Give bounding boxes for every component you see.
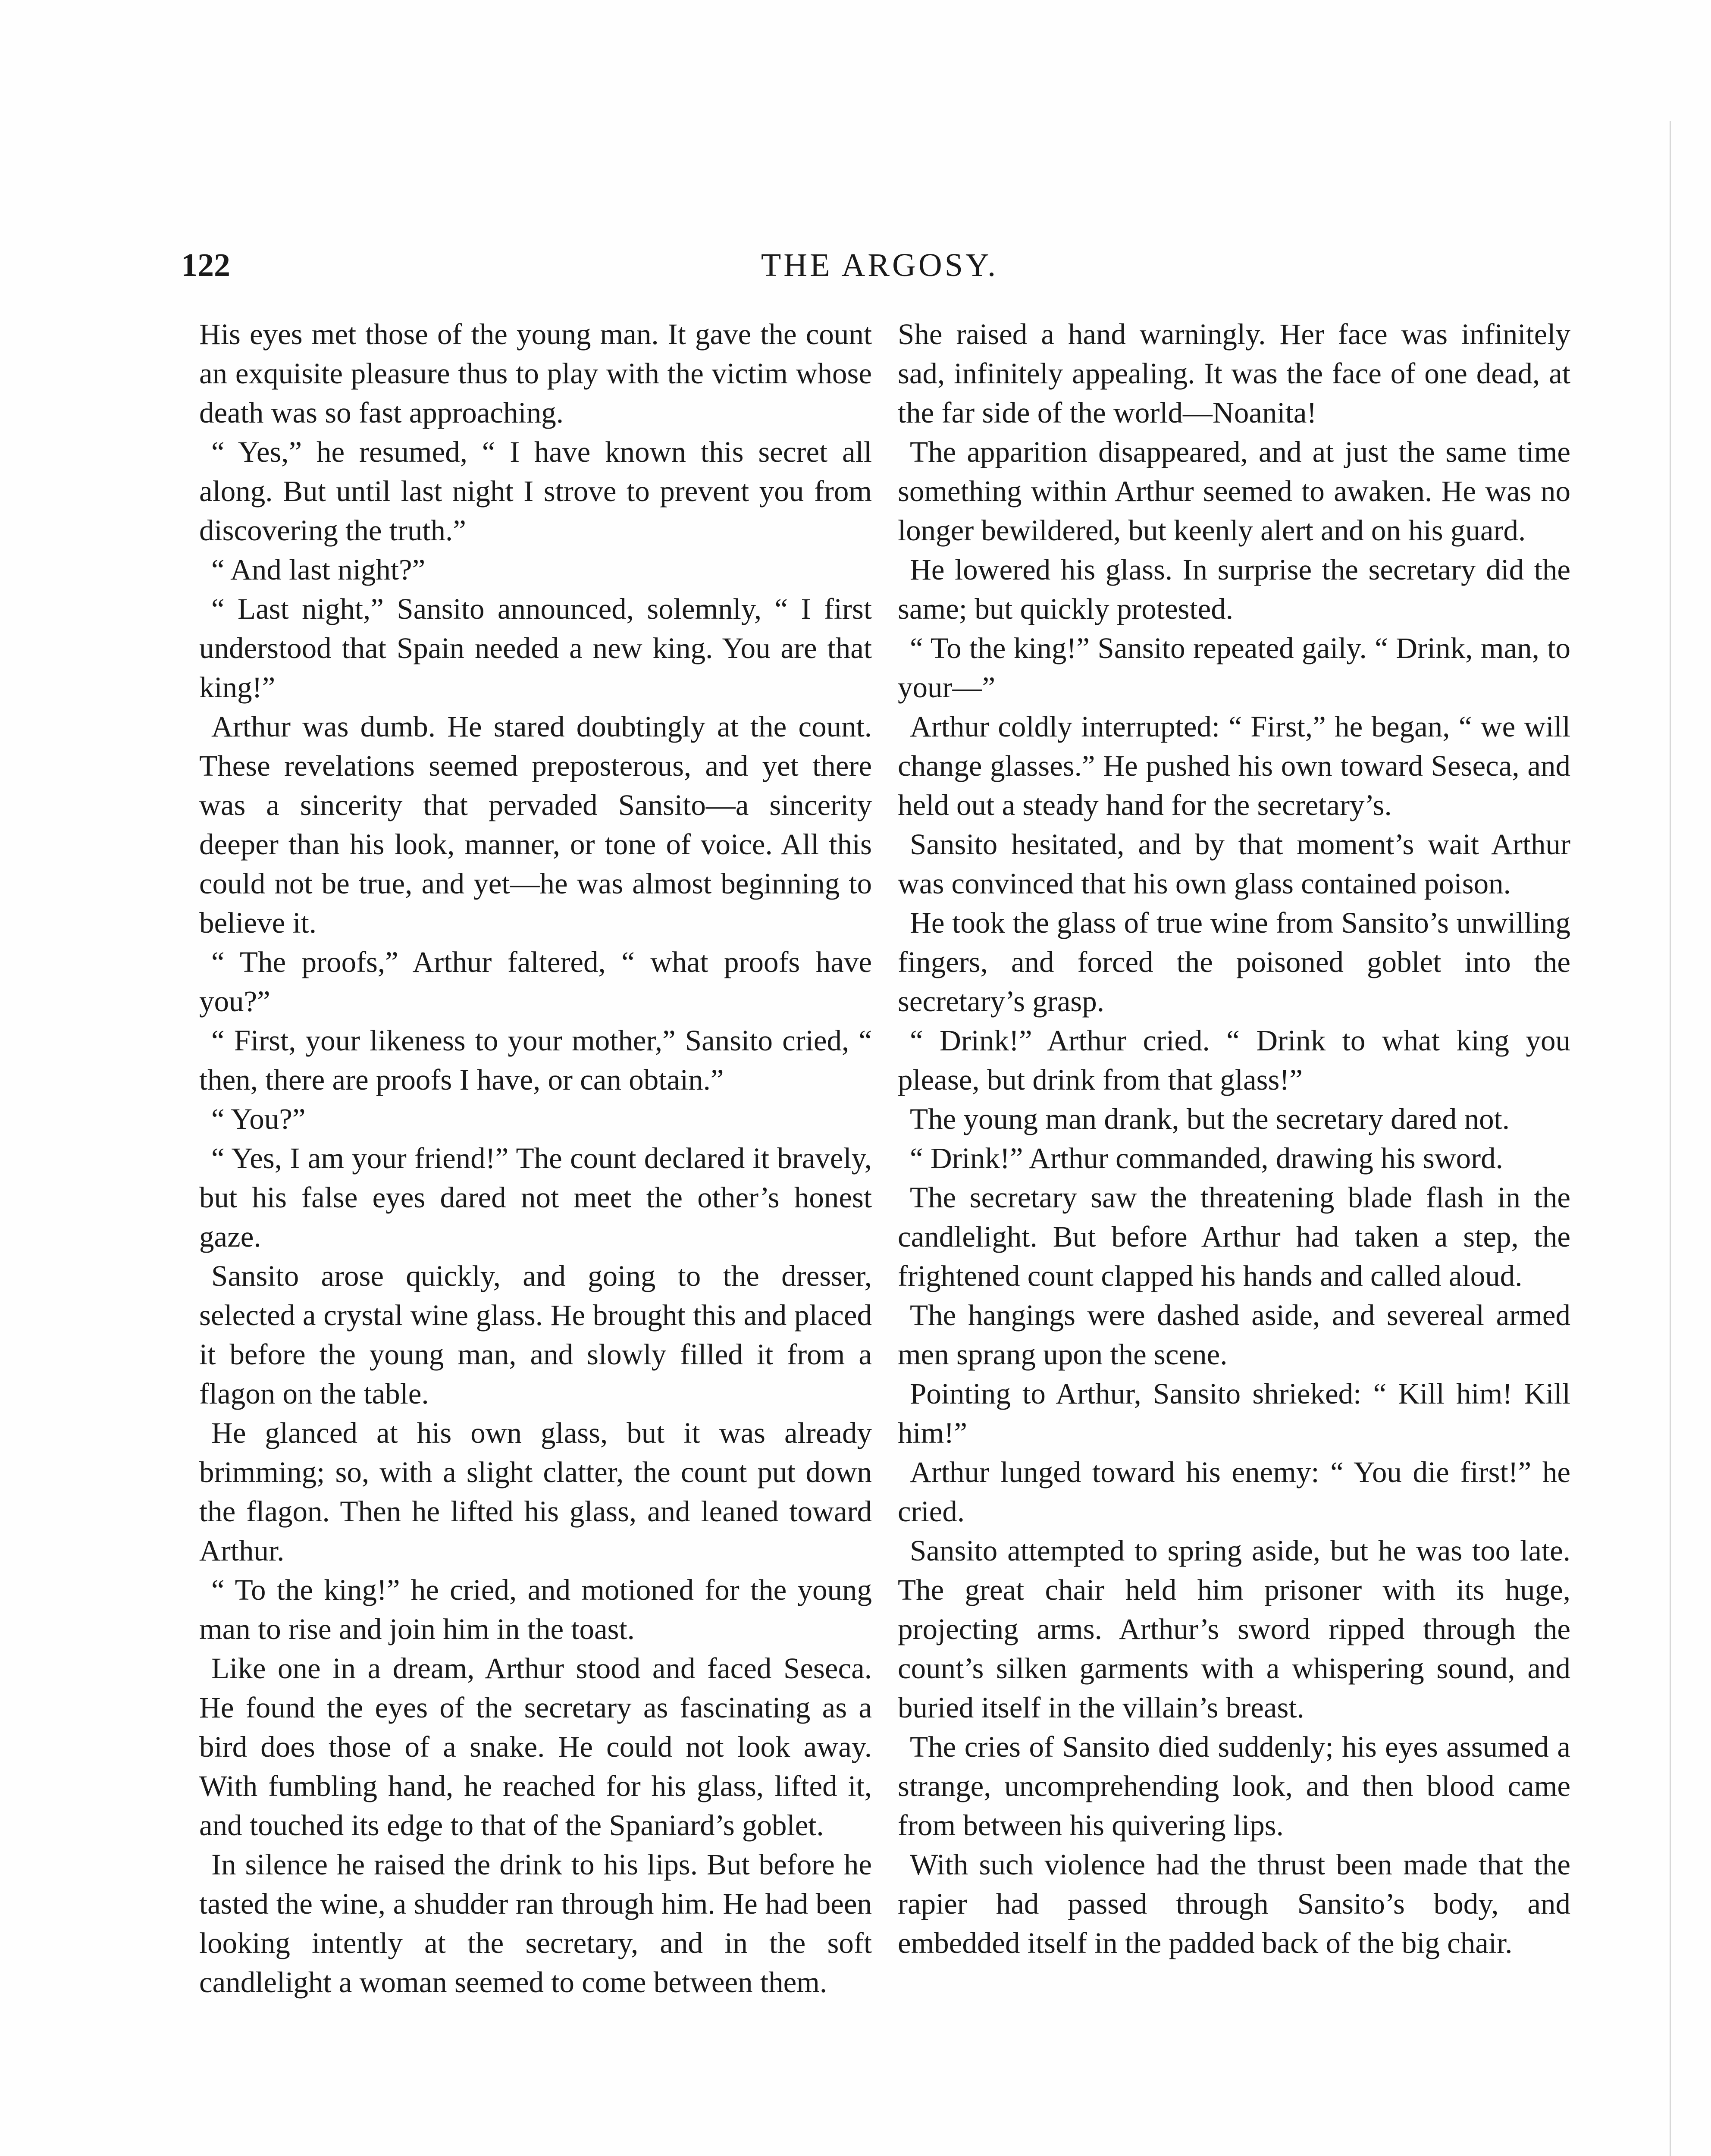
paragraph: His eyes met those of the young man. It gave the count an exquisite pleasure thus to play with the victim whose death was so fast approaching.: [199, 318, 872, 429]
paragraph: Sansito hesitated, and by that moment’s wait Arthur was convinced that his own glass contained poison.: [898, 828, 1570, 900]
paragraph: “ To the king!” Sansito repeated gaily. “ Drink, man, to your—”: [898, 632, 1570, 704]
paragraph: “ Yes,” he resumed, “ I have known this secret all along. But until last night I strove to prevent you from discovering the truth.”: [199, 436, 872, 547]
paragraph: The hangings were dashed aside, and severeal armed men sprang upon the scene.: [898, 1299, 1570, 1371]
paragraph: “ And last night?”: [211, 553, 426, 586]
page-header: [181, 241, 1578, 289]
paragraph: “ Last night,” Sansito announced, solemnly, “ I first understood that Spain needed a new king. You are that king!”: [199, 592, 872, 704]
paragraph: Arthur was dumb. He stared doubtingly at the count. These revelations seemed preposterous, and yet there was a sincerity that pervaded Sansito—a sincerity deeper than his look, manner, or tone of voice. All this could not be true, and yet—he was almost beginning to believe it.: [199, 710, 872, 939]
paragraph: Arthur coldly interrupted: “ First,” he began, “ we will change glasses.” He pushed his own toward Seseca, and held out a steady hand for the secretary’s.: [898, 710, 1570, 821]
right-column: [898, 315, 1570, 1963]
paragraph: He lowered his glass. In surprise the secretary did the same; but quickly protested.: [898, 553, 1570, 625]
paragraph: He took the glass of true wine from Sansito’s unwilling fingers, and forced the poisoned goblet into the secretary’s grasp.: [898, 906, 1570, 1018]
paragraph: Like one in a dream, Arthur stood and faced Seseca. He found the eyes of the secretary as fascinating as a bird does those of a snake. He could not look away. With fumbling hand, he reached for his glass, lifted it, and touched its edge to that of the Spaniard’s goblet.: [199, 1652, 872, 1842]
paragraph: “ First, your likeness to your mother,” Sansito cried, “ then, there are proofs I have, or can obtain.”: [199, 1024, 872, 1096]
paragraph: “ You?”: [211, 1103, 306, 1135]
paragraph: She raised a hand warningly. Her face was infinitely sad, infinitely appealing. It was the face of one dead, at the far side of the world—Noanita!: [898, 318, 1570, 429]
paragraph: “ Drink!” Arthur cried. “ Drink to what king you please, but drink from that glass!”: [898, 1024, 1570, 1096]
paragraph: With such violence had the thrust been made that the rapier had passed through Sansito’s body, and embedded itself in the padded back of the big chair.: [898, 1848, 1570, 1959]
paragraph: In silence he raised the drink to his lips. But before he tasted the wine, a shudder ran through him. He had been looking intently at the secretary, and in the soft candlelight a woman seemed to come between them.: [199, 1848, 872, 1999]
paragraph: The young man drank, but the secretary dared not.: [910, 1103, 1510, 1135]
paragraph: Sansito attempted to spring aside, but he was too late. The great chair held him prisoner with its huge, projecting arms. Arthur’s sword ripped through the count’s silken garments with a whispering sound, and buried itself in the villain’s breast.: [898, 1534, 1570, 1724]
paragraph: “ Drink!” Arthur commanded, drawing his sword.: [910, 1142, 1503, 1175]
paragraph: Arthur lunged toward his enemy: “ You die first!” he cried.: [898, 1456, 1570, 1528]
paragraph: Sansito arose quickly, and going to the dresser, selected a crystal wine glass. He brought this and placed it before the young man, and slowly filled it from a flagon on the table.: [199, 1260, 872, 1410]
paragraph: Pointing to Arthur, Sansito shrieked: “ Kill him! Kill him!”: [898, 1377, 1570, 1449]
paragraph: The apparition disappeared, and at just the same time something within Arthur seemed to awaken. He was no longer bewildered, but keenly alert and on his guard.: [898, 436, 1570, 547]
paragraph: The cries of Sansito died suddenly; his eyes assumed a strange, uncomprehending look, and then blood came from between his quivering lips.: [898, 1730, 1570, 1842]
running-title: THE ARGOSY.: [761, 247, 999, 283]
page-number: 122: [181, 247, 230, 283]
paragraph: “ To the king!” he cried, and motioned for the young man to rise and join him in the toast.: [199, 1573, 872, 1645]
paragraph: The secretary saw the threatening blade flash in the candlelight. But before Arthur had taken a step, the frightened count clapped his hands and called aloud.: [898, 1181, 1570, 1292]
paragraph: “ The proofs,” Arthur faltered, “ what proofs have you?”: [199, 946, 872, 1018]
left-column: [199, 315, 872, 2002]
paragraph: He glanced at his own glass, but it was already brimming; so, with a slight clatter, the count put down the flagon. Then he lifted his glass, and leaned toward Arthur.: [199, 1416, 872, 1567]
page-edge-rule: [1670, 121, 1671, 2156]
paragraph: “ Yes, I am your friend!” The count declared it bravely, but his false eyes dared not meet the other’s honest gaze.: [199, 1142, 872, 1253]
